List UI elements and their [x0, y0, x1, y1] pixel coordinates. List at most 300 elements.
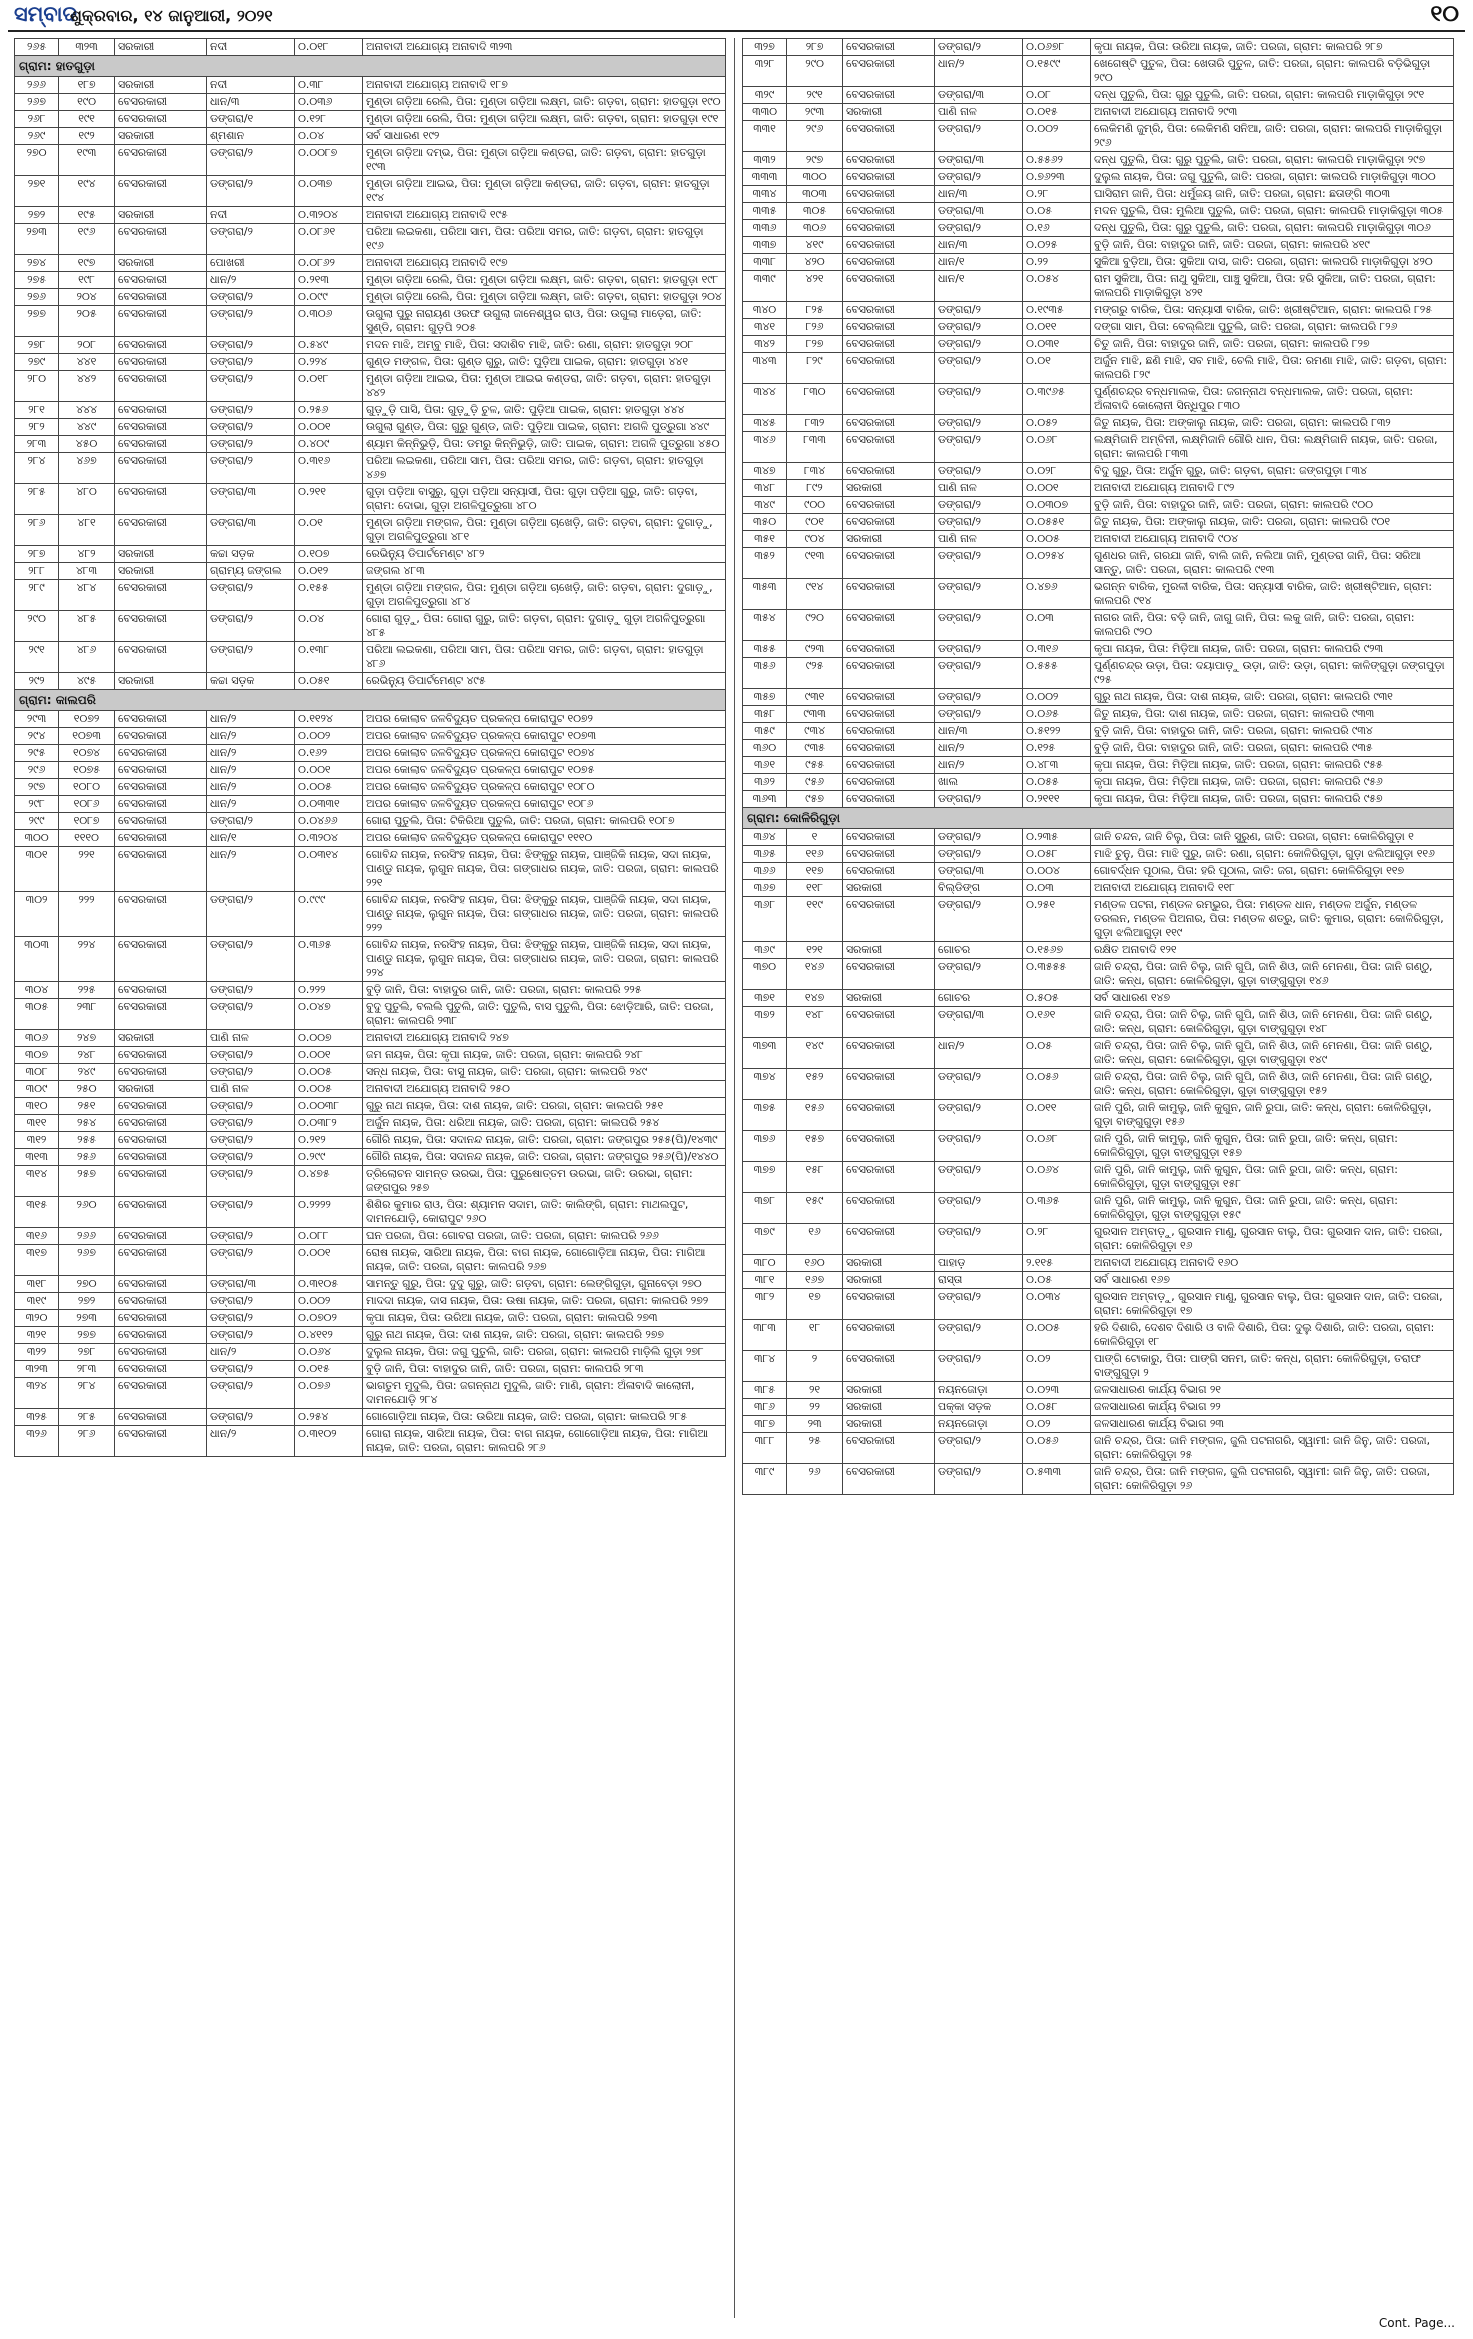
serial-no: ୩୪୬	[743, 432, 787, 463]
plot-no: ୪୮୧	[59, 515, 115, 546]
owner-details: ଅପର କୋଲାବ ଜଳବିଦ୍ୟୁତ ପ୍ରକଳ୍ପ କୋରାପୁଟ ୧୦୭୩	[363, 728, 726, 745]
area: ୦.୦୮୬୧	[295, 224, 363, 255]
owner-details: କୃପା ନାୟକ, ପିତା: ମିଡ଼ିଆ ନାୟକ, ଜାତି: ପରଜା, ଗ୍ରାମ: କାଲପରି ୯୫୫	[1091, 757, 1454, 774]
land-class: ଶ୍ମଶାନ	[207, 128, 295, 145]
area: ୦.୫୫୫	[1023, 658, 1091, 689]
serial-no: ୩୭୧	[743, 990, 787, 1007]
plot-no: ୨୨୫	[59, 982, 115, 999]
table-row	[15, 255, 726, 272]
owner-details: ଜାନି ଚନ୍ଦ୍ରା, ପିତା: ଜାନି ଚିଲୁ, ଜାନି ଗୁପି, ଜାନି ଶିଓ, ଜାନି ମେନଣା, ପିତା: ଜାନି ଗଣ୍ଠୁ, ଜାତି: କନ୍ଧ, ଗ୍ରାମ: କୋଳିରିଗୁଡ଼ା, ଗୁଡ଼ା ବାଙ୍ଗୁଗୁଡ଼ା ୧୪୯	[1091, 1038, 1454, 1069]
area: ୦.୦୧୮	[295, 371, 363, 402]
ownership-type: ବେସରକାରୀ	[115, 1293, 207, 1310]
area: ୦.୦୧	[1023, 353, 1091, 384]
table-row	[743, 658, 1454, 689]
table-row	[15, 1245, 726, 1276]
plot-no: ୪୧୯	[787, 237, 843, 254]
area: ୦.୦୦୨	[1023, 121, 1091, 152]
serial-no: ୩୩୦	[743, 104, 787, 121]
area: ୦.୨୨୨୨	[295, 1197, 363, 1228]
area: ୦.୨୨	[1023, 254, 1091, 271]
plot-no: ୨୭୮	[59, 1344, 115, 1361]
table-row	[15, 563, 726, 580]
table-row	[743, 87, 1454, 104]
plot-no: ୧୧୭	[787, 863, 843, 880]
ownership-type: ସରକାରୀ	[843, 1399, 935, 1416]
ownership-type: ବେସରକାରୀ	[115, 937, 207, 982]
area: ୦.୦୦୭	[295, 1030, 363, 1047]
serial-no: ୩୫୭	[743, 689, 787, 706]
table-row	[743, 1255, 1454, 1272]
ownership-type: ବେସରକାରୀ	[115, 1197, 207, 1228]
serial-no: ୩୩୨	[743, 152, 787, 169]
area: ୦.୦୩	[1023, 610, 1091, 641]
ownership-type: ବେସରକାରୀ	[115, 1149, 207, 1166]
land-class: ଡଙ୍ଗରା/୨	[207, 982, 295, 999]
table-row	[743, 104, 1454, 121]
ownership-type: ବେସରକାରୀ	[115, 1310, 207, 1327]
ownership-type: ସରକାରୀ	[843, 1416, 935, 1433]
serial-no: ୩୩୭	[743, 237, 787, 254]
land-class: ଡଙ୍ଗରା/୨	[207, 1409, 295, 1426]
owner-details: ରେଭିନ୍ୟୁ ଡିପାର୍ଟମେଣ୍ଟ ୪୯୫	[363, 673, 726, 690]
area: ୦.୦୩	[1023, 880, 1091, 897]
owner-details: ଅନାବାଦୀ ଅଯୋଗ୍ୟ ଅନାବାଦି ୯୦୪	[1091, 531, 1454, 548]
plot-no: ୯୦୪	[787, 531, 843, 548]
serial-no: ୩୧୩	[15, 1149, 59, 1166]
owner-details: ଅନାବାଦୀ ଅଯୋଗ୍ୟ ଅନାବାଦି ୧୧୮	[1091, 880, 1454, 897]
area: ୦.୦୦୫	[1023, 1320, 1091, 1351]
ownership-type: ବେସରକାରୀ	[115, 1047, 207, 1064]
land-class: ଡଙ୍ଗରା/୨	[207, 1064, 295, 1081]
area: ୦.୦୦୫	[295, 1081, 363, 1098]
owner-details: ଦଙ୍ଗା ସାମ, ପିତା: ବେଲ୍ଲିଆ ପୁତୁଲି, ଜାତି: ପରଜା, ଗ୍ରାମ: କାଲପରି ୮୨୬	[1091, 319, 1454, 336]
serial-no: ୨୬୯	[15, 128, 59, 145]
table-row	[743, 531, 1454, 548]
area: ୦.୦୬୭୮	[1023, 39, 1091, 56]
area: ୦.୫୧୨୨	[1023, 723, 1091, 740]
ownership-type: ବେସରକାରୀ	[843, 641, 935, 658]
owner-details: ଦନ୍ଧ ପୁତୁଲି, ପିତା: ଗୁରୁ ପୁତୁଲି, ଜାତି: ପରଜା, ଗ୍ରାମ: କାଲପରି ମାଡ଼ାକିଗୁଡ଼ା ୨୯୧	[1091, 87, 1454, 104]
plot-no: ୩୦୬	[787, 220, 843, 237]
owner-details: ଜାନି ଚନ୍ଦ୍ରା, ପିତା: ଜାନି ଚିଲୁ, ଜାନି ଗୁପି, ଜାନି ଶିଓ, ଜାନି ମେନଣା, ପିତା: ଜାନି ଗଣ୍ଠୁ, ଜାତି: କନ୍ଧ, ଗ୍ରାମ: କୋଳିରିଗୁଡ଼ା, ଗୁଡ଼ା ବାଙ୍ଗୁଗୁଡ଼ା ୧୪୬	[1091, 959, 1454, 990]
table-row	[743, 897, 1454, 942]
area: ୦.୦୧୨	[295, 563, 363, 580]
land-class: ଡଙ୍ଗରା/୨	[207, 419, 295, 436]
village-section-header	[15, 56, 726, 77]
area: ୦.୦୪	[295, 611, 363, 642]
land-class: ଡଙ୍ଗରା/୨	[207, 937, 295, 982]
table-row	[15, 1166, 726, 1197]
owner-details: ମୁଣ୍ଡା ଗଡ଼ିଆ ରେଲି, ପିତା: ମୁଣ୍ଡା ଗଡ଼ିଆ ଲକ୍ଷ୍ମ, ଜାତି: ଗଡ଼ବା, ଗ୍ରାମ: ହାତଗୁଡ଼ା ୧୯୧	[363, 111, 726, 128]
ownership-type: ବେସରକାରୀ	[115, 1344, 207, 1361]
land-class: ଧାନ/୧	[935, 271, 1023, 302]
serial-no: ୩୦୦	[15, 830, 59, 847]
owner-details: ଗୋରା ନାୟକ, ସାରିଆ ନାୟକ, ପିତା: ବାଗ ନାୟକ, ଗୋଗୋଡ଼ିଆ ନାୟକ, ପିତା: ମାଗିଆ ନାୟକ, ଜାତି: ପରଜା, ଗ୍ରାମ: କାଲପରି ୨୮୬	[363, 1426, 726, 1457]
land-class: ଡଙ୍ଗରା/୨	[207, 1361, 295, 1378]
serial-no: ୩୭୭	[743, 1162, 787, 1193]
land-records-table-right	[742, 38, 1454, 1495]
owner-details: ଗୌରି ନାୟକ, ପିତା: ସଦାନନ୍ଦ ନାୟକ, ଜାତି: ପରଜା, ଗ୍ରାମ: ଜଙ୍ଗପୁର ୨୫୬(ପି)/୧୪୪୦	[363, 1149, 726, 1166]
serial-no: ୩୦୯	[15, 1081, 59, 1098]
owner-details: ଦନ୍ଧ ପୁତୁଲି, ପିତା: ଗୁରୁ ପୁତୁଲି, ଜାତି: ପରଜା, ଗ୍ରାମ: କାଲପରି ମାଡ଼ାକିଗୁଡ଼ା ୨୯୭	[1091, 152, 1454, 169]
plot-no: ୪୫୦	[59, 436, 115, 453]
serial-no: ୩୪୩	[743, 353, 787, 384]
land-class: ଡଙ୍ଗରା/୨	[207, 642, 295, 673]
table-row	[15, 999, 726, 1030]
area: ୦.୦୩୮୨	[295, 1115, 363, 1132]
plot-no: ୨୨୧	[59, 847, 115, 892]
owner-details: ମୁଣ୍ଡା ଗଡ଼ିଆ ଦମ୍ଭ, ପିତା: ମୁଣ୍ଡା ଗଡ଼ିଆ କଣ୍ଡରା, ଜାତି: ଗଡ଼ବା, ଗ୍ରାମ: ହାତଗୁଡ଼ା ୧୯୩	[363, 145, 726, 176]
plot-no: ୧୦୭୩	[59, 728, 115, 745]
owner-details: ରାମ ସୁକିଆ, ପିତା: ନାଥୁ ସୁକିଆ, ପାଞ୍ଚୁ ସୁକିଆ, ପିତା: ହରି ସୁକିଆ, ଜାତି: ପରଜା, ଗ୍ରାମ: କାଲପରି ମାଡ଼ାକିଗୁଡ଼ା ୪୨୧	[1091, 271, 1454, 302]
area: ୦.୩୦୬	[295, 306, 363, 337]
owner-details: ମୁଣ୍ଡା ଗଡ଼ିଆ ରେଲି, ପିତା: ମୁଣ୍ଡା ଗଡ଼ିଆ ଲକ୍ଷ୍ମ, ଜାତି: ଗଡ଼ବା, ଗ୍ରାମ: ହାତଗୁଡ଼ା ୨୦୪	[363, 289, 726, 306]
area: ୦.୩୬୫	[295, 937, 363, 982]
area: ୦.୦୬୫	[1023, 706, 1091, 723]
land-class: ଧାନ/୧	[935, 254, 1023, 271]
serial-no: ୨୭୦	[15, 145, 59, 176]
owner-details: ମୁଣ୍ଡା ଗଡ଼ିଆ ରେଲି, ପିତା: ମୁଣ୍ଡା ଗଡ଼ିଆ ଲକ୍ଷ୍ମ, ଜାତି: ଗଡ଼ବା, ଗ୍ରାମ: ହାତଗୁଡ଼ା ୧୯୮	[363, 272, 726, 289]
land-class: ଖାଲ	[935, 774, 1023, 791]
plot-no: ୧୪୭	[787, 990, 843, 1007]
serial-no: ୨୬୮	[15, 111, 59, 128]
table-row	[15, 711, 726, 728]
serial-no: ୨୭୨	[15, 207, 59, 224]
table-row	[743, 254, 1454, 271]
serial-no: ୩୭୩	[743, 1038, 787, 1069]
land-class: ଧାନ/୩	[935, 186, 1023, 203]
land-class: ପାହାଡ଼	[935, 1255, 1023, 1272]
land-class: ଧାନ/୨	[207, 728, 295, 745]
plot-no: ୧୯୮	[59, 272, 115, 289]
table-row	[743, 39, 1454, 56]
ownership-type: ବେସରକାରୀ	[843, 1162, 935, 1193]
table-row	[15, 371, 726, 402]
serial-no: ୩୬୮	[743, 897, 787, 942]
serial-no: ୩୫୮	[743, 706, 787, 723]
table-row	[743, 791, 1454, 808]
serial-no: ୩୮୩	[743, 1320, 787, 1351]
ownership-type: ସରକାରୀ	[843, 531, 935, 548]
table-row	[743, 1069, 1454, 1100]
plot-no: ୧୯୪	[59, 176, 115, 207]
ownership-type: ବେସରକାରୀ	[843, 959, 935, 990]
ownership-type: ବେସରକାରୀ	[843, 169, 935, 186]
area: ୦.୪୭୬	[1023, 579, 1091, 610]
area: ୦.୦୬୮	[1023, 432, 1091, 463]
page-number: ୧୦	[1430, 1, 1459, 27]
ownership-type: ବେସରକାରୀ	[843, 384, 935, 415]
table-row	[743, 1351, 1454, 1382]
table-row	[743, 706, 1454, 723]
plot-no: ୧୮୭	[59, 77, 115, 94]
table-row	[743, 1320, 1454, 1351]
land-class: ଧାନ/୨	[207, 272, 295, 289]
table-row	[743, 579, 1454, 610]
table-row	[743, 641, 1454, 658]
plot-no: ୯୩୪	[787, 723, 843, 740]
ownership-type: ବେସରକାରୀ	[115, 1327, 207, 1344]
owner-details: ଚିତୁ ଜାନି, ପିତା: ବାହାଦୁର ଜାନି, ଜାତି: ପରଜା, ଗ୍ରାମ: କାଲପରି ୮୨୭	[1091, 336, 1454, 353]
serial-no: ୨୯୮	[15, 796, 59, 813]
owner-details: ଜାନି ଚନ୍ଦ୍ର, ପିତା: ଜାନି ମଙ୍ଗଳ, ଜୁଲି ପଟନାଗରି, ସ୍ୱାମୀ: ଜାନି ଜିନୁ, ଜାତି: ପରଜା, ଗ୍ରାମ: କୋଳିରିଗୁଡ଼ା ୨୫	[1091, 1433, 1454, 1464]
serial-no: ୩୭୦	[743, 959, 787, 990]
owner-details: ମଦନ ପୁତୁଲି, ପିତା: ମୁଲିଆ ପୁତୁଲି, ଜାତି: ପରଜା, ଗ୍ରାମ: କାଲପରି ମାଡ଼ାକିଗୁଡ଼ା ୩୦୫	[1091, 203, 1454, 220]
plot-no: ୧୦୮୭	[59, 813, 115, 830]
ownership-type: ବେସରକାରୀ	[115, 1132, 207, 1149]
serial-no: ୩୩୧	[743, 121, 787, 152]
owner-details: ଅପର କୋଲାବ ଜଳବିଦ୍ୟୁତ ପ୍ରକଳ୍ପ କୋରାପୁଟ ୧୦୮୬	[363, 796, 726, 813]
plot-no: ୪୬୭	[59, 453, 115, 484]
serial-no: ୨୮୦	[15, 371, 59, 402]
table-row	[15, 515, 726, 546]
land-class: ଡଙ୍ଗରା/୩	[935, 1007, 1023, 1038]
land-records-table-left	[14, 38, 726, 1457]
area: ୦.୧୬	[1023, 220, 1091, 237]
table-row	[743, 480, 1454, 497]
table-row	[15, 1030, 726, 1047]
land-class: ଧାନ/୨	[207, 745, 295, 762]
area: ୦.୪୭୫	[295, 1166, 363, 1197]
owner-details: ସର୍ବ ସାଧାରଣ ୧୪୭	[1091, 990, 1454, 1007]
owner-details: ହରି ଦିଶାରି, ଦେଶବ ଦିଶାରି ଓ ବାଳି ଦିଶାରି, ପିତା: ଦୁଲୁ ଦିଶାରି, ଜାତି: ପରଜା, ଗ୍ରାମ: କୋଳିରିଗୁଡ଼ା ୧୮	[1091, 1320, 1454, 1351]
area: ୦.୦୦୩୮	[295, 1098, 363, 1115]
table-row	[15, 289, 726, 306]
ownership-type: ବେସରକାରୀ	[843, 1320, 935, 1351]
area: ୦.୦୮୮	[295, 1228, 363, 1245]
ownership-type: ବେସରକାରୀ	[115, 419, 207, 436]
owner-details: ଜାନି ପୁରି, ଜାନି କାମୁଲୁ, ଜାନି କୁଗୁନ, ପିତା: ଜାନି ରୁପା, ଜାତି: କନ୍ଧ, ଗ୍ରାମ: କୋଳିରିଗୁଡ଼ା, ଗୁଡ଼ା ବାଙ୍ଗୁଗୁଡ଼ା ୧୫୮	[1091, 1162, 1454, 1193]
table-row	[15, 1426, 726, 1457]
land-class: ଧାନ/୩	[935, 237, 1023, 254]
ownership-type: ବେସରକାରୀ	[115, 745, 207, 762]
land-class: ଡଙ୍ଗରା/୨	[207, 176, 295, 207]
plot-no: ୨୯୩	[787, 104, 843, 121]
serial-no: ୩୪୯	[743, 497, 787, 514]
owner-details: ବୁଡ଼ି ଜାନି, ପିତା: ବାହାଦୁର ଜାନି, ଜାତି: ପରଜା, ଗ୍ରାମ: କାଲପରି ୨୨୫	[363, 982, 726, 999]
plot-no: ୯୩୧	[787, 689, 843, 706]
ownership-type: ବେସରକାରୀ	[843, 1433, 935, 1464]
owner-details: ବୁଦୁ ପୁତୁଲି, ବଲଲି ପୁତୁଲି, ଜାତି: ପୁତୁଲି, ବାସ ପୁତୁଲି, ପିତା: ଝୋଡ଼ିଆରି, ଜାତି: ପରଜା, ଗ୍ରାମ: କାଲପରି ୨୩୮	[363, 999, 726, 1030]
table-row	[15, 1197, 726, 1228]
ownership-type: ବେସରକାରୀ	[843, 863, 935, 880]
village-section-header	[743, 808, 1454, 829]
serial-no: ୩୬୨	[743, 774, 787, 791]
ownership-type: ବେସରକାରୀ	[115, 1426, 207, 1457]
area: ୦.୦୩୭	[295, 176, 363, 207]
area: ୦.୧୩୮	[295, 642, 363, 673]
ownership-type: ବେସରକାରୀ	[115, 892, 207, 937]
area: ୦.୩୧୬	[1023, 641, 1091, 658]
ownership-type: ବେସରକାରୀ	[843, 271, 935, 302]
ownership-type: ସରକାରୀ	[115, 673, 207, 690]
area: ୦.୦୪	[295, 128, 363, 145]
plot-no: ୪୪୨	[59, 371, 115, 402]
serial-no: ୩୪୮	[743, 480, 787, 497]
land-class: ଡଙ୍ଗରା/୨	[935, 791, 1023, 808]
serial-no: ୨୯୩	[15, 711, 59, 728]
serial-no: ୨୬୫	[15, 39, 59, 56]
land-class: ଡଙ୍ଗରା/୨	[935, 1162, 1023, 1193]
area: ୦.୦୩୦୭	[1023, 497, 1091, 514]
owner-details: ଲକ୍ଷ୍ମିଜାନି ଅମ୍ବିନୀ, ଲକ୍ଷ୍ମିଜାନି ଗୌରି ଧାନ, ପିତା: ଲକ୍ଷ୍ମିଜାନି ନାୟକ, ଜାତି: ପରଜା, ଗ୍ରାମ: କାଲପରି ୮୩୩	[1091, 432, 1454, 463]
land-class: ଧାନ/୨	[207, 1426, 295, 1457]
area: ୦.୩୨୦୪	[295, 830, 363, 847]
plot-no: ୧୦୮୬	[59, 796, 115, 813]
plot-no: ୨୯୭	[787, 152, 843, 169]
land-class: ଧାନ/୨	[207, 711, 295, 728]
ownership-type: ବେସରକାରୀ	[115, 453, 207, 484]
area: ୦.୦୧୫	[1023, 104, 1091, 121]
plot-no: ୧୫୨	[787, 1069, 843, 1100]
ownership-type: ବେସରକାରୀ	[843, 548, 935, 579]
area: ୦.୦୫୫୧	[1023, 514, 1091, 531]
ownership-type: ବେସରକାରୀ	[843, 514, 935, 531]
ownership-type: ବେସରକାରୀ	[115, 1228, 207, 1245]
ownership-type: ବେସରକାରୀ	[115, 796, 207, 813]
land-class: ଡଙ୍ଗରା/୨	[207, 371, 295, 402]
land-class: ଡଙ୍ଗରା/୨	[207, 611, 295, 642]
area: ୦.୩୧୬	[295, 453, 363, 484]
area: ୦.୨୨୪	[295, 354, 363, 371]
area: ୦.୦୩୪	[1023, 1289, 1091, 1320]
owner-details: ଅନାବାଦୀ ଅଯୋଗ୍ୟ ଅନାବାଦି ୮୯୨	[1091, 480, 1454, 497]
ownership-type: ବେସରକାରୀ	[115, 813, 207, 830]
owner-details: ଗୋବିନ୍ଦ ନାୟକ, ନରସିଂହ ନାୟକ, ପିତା: ଝିଙ୍କୁରୁ ନାୟକ, ପାଞ୍ଜିକି ନାୟକ, ସଦା ନାୟକ, ପାଣ୍ଡୁ ନାୟକ, ଲୁଗୁନ ନାୟକ, ପିତା: ଗଙ୍ଗାଧର ନାୟକ, ଜାତି: ପରଜା, ଗ୍ରାମ: କାଲପରି ୨୨୨	[363, 892, 726, 937]
land-class: ଡଙ୍ଗରା/୨	[935, 514, 1023, 531]
ownership-type: ବେସରକାରୀ	[115, 436, 207, 453]
owner-details: ଅନାବାଦୀ ଅଯୋଗ୍ୟ ଅନାବାଦି ୩୨୩	[363, 39, 726, 56]
area: ୦.୦୪୭	[295, 999, 363, 1030]
village-name: ଗ୍ରାମ: କାଲପରି	[15, 690, 726, 711]
ownership-type: ବେସରକାରୀ	[843, 1131, 935, 1162]
area: ୦.୦୯୯	[295, 289, 363, 306]
plot-no: ୧୯୭	[59, 255, 115, 272]
table-row	[15, 1293, 726, 1310]
ownership-type: ସରକାରୀ	[115, 255, 207, 272]
owner-details: ମଣ୍ଡଳ ପଟନା, ମଣ୍ଡଳ ରମ୍ଭୁର, ପିତା: ମଣ୍ଡଳ ଧାନ, ମଣ୍ଡଳ ଅର୍ଜୁନ, ମଣ୍ଡଳ ତରଲନ, ମଣ୍ଡଳ ପିଅନାର, ପିତା: ମଣ୍ଡଳ ଶତ୍ରୁ, ଜାତି: କୁମାର, ଗ୍ରାମ: କୋଳିରିଗୁଡ଼ା, ଗୁଡ଼ା ଝଲିଆଗୁଡ଼ା ୧୧୯	[1091, 897, 1454, 942]
ownership-type: ସରକାରୀ	[115, 207, 207, 224]
plot-no: ୮୨୯	[787, 353, 843, 384]
table-row	[15, 580, 726, 611]
serial-no: ୨୮୫	[15, 484, 59, 515]
table-row	[743, 353, 1454, 384]
table-row	[15, 354, 726, 371]
owner-details: ଶିଶିର କୁମାର ରାଓ, ପିତା: ଶ୍ୟାମନ ସଦାମ, ଜାତି: କାଲିଙ୍ଗି, ଗ୍ରାମ: ମାଥଲପୁଟ, ଦାମନଯୋଡ଼ି, କୋରାପୁଟ ୨୬୦	[363, 1197, 726, 1228]
area: ୦.୩୯୬୫	[1023, 384, 1091, 415]
owner-details: ସର୍ବ ସାଧାରଣ ୧୬୭	[1091, 1272, 1454, 1289]
land-class: ନଦୀ	[207, 77, 295, 94]
serial-no: ୨୮୩	[15, 436, 59, 453]
ownership-type: ବେସରକାରୀ	[843, 846, 935, 863]
plot-no: ୨୬୬	[59, 1228, 115, 1245]
owner-details: ରକ୍ଷିତ ଅନାବାଦି ୧୨୧	[1091, 942, 1454, 959]
owner-details: ଜାନି ଚନ୍ଦ୍ର, ପିତା: ଜାନି ମଙ୍ଗଳ, ଜୁଲି ପଟନାଗରି, ସ୍ୱାମୀ: ଜାନି ଜିନୁ, ଜାତି: ପରଜା, ଗ୍ରାମ: କୋଳିରିଗୁଡ଼ା ୨୬	[1091, 1464, 1454, 1495]
owner-details: ଅନାବାଦୀ ଅଯୋଗ୍ୟ ଅନାବାଦି ୨୯୩	[1091, 104, 1454, 121]
area: ୦.୪୦୯	[295, 436, 363, 453]
area: ୦.୨୧୨	[295, 1132, 363, 1149]
area: ୦.୦୦୨	[1023, 689, 1091, 706]
plot-no: ୮୯୨	[787, 480, 843, 497]
ownership-type: ବେସରକାରୀ	[115, 1245, 207, 1276]
area: ୦.୦୨୩	[1023, 1382, 1091, 1399]
serial-no: ୩୮୮	[743, 1433, 787, 1464]
serial-no: ୩୩୯	[743, 271, 787, 302]
area: ୦.୦୦୨	[295, 728, 363, 745]
ownership-type: ବେସରକାରୀ	[843, 254, 935, 271]
area: ୦.୦୫	[1023, 1272, 1091, 1289]
ownership-type: ବେସରକାରୀ	[843, 39, 935, 56]
ownership-type: ବେସରକାରୀ	[843, 220, 935, 237]
plot-no: ୯୩୫	[787, 740, 843, 757]
serial-no: ୨୮୪	[15, 453, 59, 484]
serial-no: ୩୫୬	[743, 658, 787, 689]
serial-no: ୩୮୯	[743, 1464, 787, 1495]
owner-details: ମାଝି ଚୁନୁ, ପିତା: ମାଝି ପୁରୁ, ଜାତି: ରଣା, ଗ୍ରାମ: କୋଳିରିଗୁଡ଼ା, ଗୁଡ଼ା ଝଲିଆଗୁଡ଼ା ୧୧୬	[1091, 846, 1454, 863]
serial-no: ୨୭୮	[15, 337, 59, 354]
owner-details: ଜାନି ଚନ୍ଦ୍ରା, ପିତା: ଜାନି ଚିଲୁ, ଜାନି ଗୁପି, ଜାନି ଶିଓ, ଜାନି ମେନଣା, ପିତା: ଜାନି ଗଣ୍ଠୁ, ଜାତି: କନ୍ଧ, ଗ୍ରାମ: କୋଳିରିଗୁଡ଼ା, ଗୁଡ଼ା ବାଙ୍ଗୁଗୁଡ଼ା ୧୪୮	[1091, 1007, 1454, 1038]
area: ୦.୩୬୫	[1023, 1193, 1091, 1224]
ownership-type: ବେସରକାରୀ	[115, 762, 207, 779]
ownership-type: ବେସରକାରୀ	[115, 847, 207, 892]
plot-no: ୧୯୨	[59, 128, 115, 145]
ownership-type: ବେସରକାରୀ	[843, 897, 935, 942]
owner-details: ରୋଷ ନାୟକ, ସାରିଆ ନାୟକ, ପିତା: ବାଗ ନାୟକ, ଗୋଗୋଡ଼ିଆ ନାୟକ, ପିତା: ମାଗିଆ ନାୟକ, ଜାତି: ପରଜା, ଗ୍ରାମ: କାଲପରି ୨୬୭	[363, 1245, 726, 1276]
table-row	[743, 1162, 1454, 1193]
owner-details: ଗୁଣଧର ଜାନି, ଗରଯା ଜାନି, ବାଲି ଜାନି, ନଲିଆ ଜାନି, ମୁଣ୍ଡରା ଜାନି, ପିତା: ସରିଆ ସାନ୍ତୁ, ଜାତି: ପରଜା, ଗ୍ରାମ: କାଲପରି ୯୧୩	[1091, 548, 1454, 579]
owner-details: ଜାନି ପୁରି, ଜାନି କାମୁଲୁ, ଜାନି କୁଗୁନ, ପିତା: ଜାନି ରୁପା, ଜାତି: କନ୍ଧ, ଗ୍ରାମ: କୋଳିରିଗୁଡ଼ା, ଗୁଡ଼ା ବାଙ୍ଗୁଗୁଡ଼ା ୧୫୭	[1091, 1131, 1454, 1162]
plot-no: ୪୮୬	[59, 642, 115, 673]
plot-no: ୮୩୨	[787, 415, 843, 432]
ownership-type: ବେସରକାରୀ	[843, 757, 935, 774]
land-class: ଡଙ୍ଗରା/୨	[207, 1327, 295, 1344]
area: ୦.୭୬୨୩	[1023, 169, 1091, 186]
serial-no: ୩୧୮	[15, 1276, 59, 1293]
table-row	[743, 1399, 1454, 1416]
table-row	[743, 169, 1454, 186]
owner-details: ଦନ୍ଧ ପୁତୁଲି, ପିତା: ଗୁରୁ ପୁତୁଲି, ଜାତି: ପରଜା, ଗ୍ରାମ: କାଲପରି ମାଡ଼ାକିଗୁଡ଼ା ୩୦୬	[1091, 220, 1454, 237]
plot-no: ୨୩	[787, 1416, 843, 1433]
plot-no: ୨୮୫	[59, 1409, 115, 1426]
table-row	[743, 463, 1454, 480]
owner-details: କୃପା ନାୟକ, ପିତା: ମିଡ଼ିଆ ନାୟକ, ଜାତି: ପରଜା, ଗ୍ରାମ: କାଲପରି ୯୫୬	[1091, 774, 1454, 791]
ownership-type: ବେସରକାରୀ	[843, 1224, 935, 1255]
plot-no: ୧୫୮	[787, 1162, 843, 1193]
table-row	[15, 673, 726, 690]
table-row	[743, 959, 1454, 990]
area: ୦.୩୮	[295, 77, 363, 94]
area: ୦.୨୮	[1023, 1224, 1091, 1255]
table-row	[15, 1047, 726, 1064]
owner-details: ପୁର୍ଣ୍ଣଚନ୍ଦ୍ର ଉଡ଼ା, ପିତା: ଦୟାପାଡ଼ୁ ଉଡ଼ା, ଜାତି: ଉଡ଼ା, ଗ୍ରାମ: କାଳିଙ୍ଗୁଡ଼ା ଜଙ୍ଗପୁଡ଼ା ୯୨୫	[1091, 658, 1454, 689]
ownership-type: ବେସରକାରୀ	[843, 829, 935, 846]
ownership-type: ବେସରକାରୀ	[115, 176, 207, 207]
ownership-type: ବେସରକାରୀ	[843, 56, 935, 87]
area: ୦.୦୨୮	[1023, 463, 1091, 480]
table-row	[15, 436, 726, 453]
area: ୦.୨୨୨	[295, 982, 363, 999]
ownership-type: ବେସରକାରୀ	[843, 152, 935, 169]
land-class: ଡଙ୍ଗରା/୩	[207, 484, 295, 515]
table-row	[743, 1131, 1454, 1162]
serial-no: ୩୩୮	[743, 254, 787, 271]
land-class: ଡଙ୍ଗରା/୨	[935, 353, 1023, 384]
serial-no: ୩୫୧	[743, 531, 787, 548]
plot-no: ୧୦୮୦	[59, 779, 115, 796]
serial-no: ୨୭୫	[15, 272, 59, 289]
page-header	[8, 0, 1465, 32]
table-row	[15, 830, 726, 847]
